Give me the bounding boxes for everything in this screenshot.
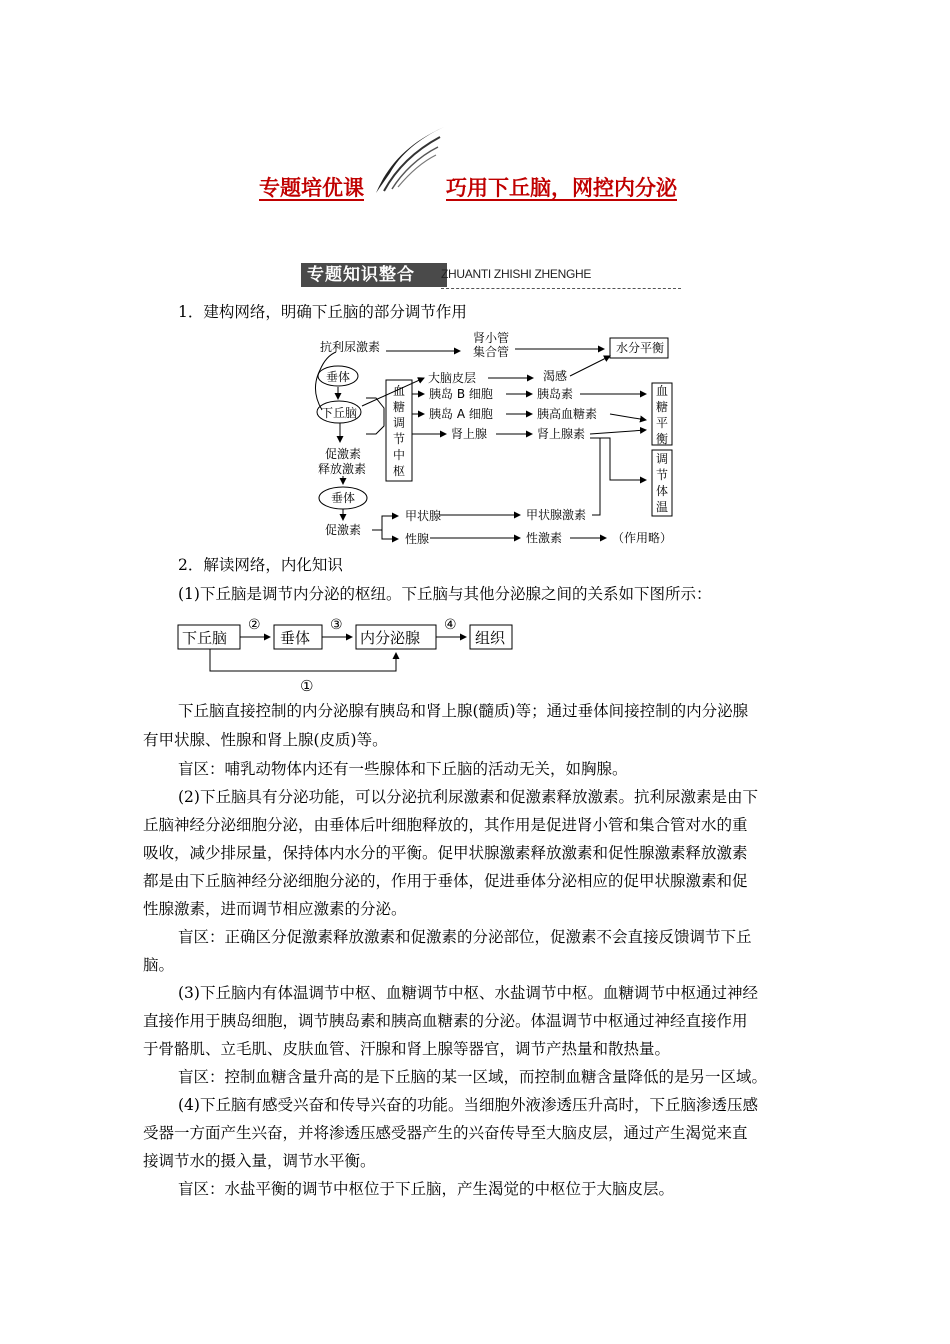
node-omitted: （作用略） [612, 531, 673, 545]
sugar-center-6: 枢 [393, 464, 406, 478]
para-2-line-3: 吸收，减少排尿量，保持体内水分的平衡。促甲状腺激素释放激素和促性腺激素释放激素 [143, 844, 748, 862]
node-releasing-2: 释放激素 [318, 462, 367, 476]
node-hypothalamus: 下丘脑 [321, 406, 358, 420]
para-3-line-1: (3)下丘脑内有体温调节中枢、血糖调节中枢、水盐调节中枢。血糖调节中枢通过神经 [178, 984, 758, 1002]
node-pituitary-top: 垂体 [326, 370, 351, 384]
para-1-line-2: 有甲状腺、性腺和肾上腺(皮质)等。 [143, 731, 388, 749]
blind-spot-3: 盲区：控制血糖含量升高的是下丘脑的某一区域，而控制血糖含量降低的是另一区域。 [178, 1068, 768, 1086]
chain-num-1: ① [300, 677, 314, 695]
node-thyroxine: 甲状腺激素 [526, 508, 587, 522]
node-water-balance: 水分平衡 [616, 341, 665, 355]
para-2-line-4: 都是由下丘脑神经分泌细胞分泌的，作用于垂体，促进垂体分泌相应的促甲状腺激素和促 [143, 872, 748, 890]
regulation-network-diagram [300, 330, 690, 550]
node-pituitary-bottom: 垂体 [331, 491, 356, 505]
node-sex-hormone: 性激素 [526, 531, 563, 545]
sugar-balance-2: 糖 [656, 400, 669, 414]
node-beta-cell: 胰岛 B 细胞 [429, 387, 493, 401]
node-insulin: 胰岛素 [537, 387, 574, 401]
node-thirst: 渴感 [543, 369, 568, 383]
page-title [0, 172, 950, 212]
blind-spot-2-line-2: 脑。 [143, 956, 175, 974]
chain-box-pituitary: 垂体 [280, 629, 311, 647]
node-adh: 抗利尿激素 [320, 340, 381, 354]
para-1-intro: (1)下丘脑是调节内分泌的枢纽。下丘脑与其他分泌腺之间的关系如下图所示： [178, 585, 712, 603]
node-glucagon: 胰高血糖素 [537, 407, 598, 421]
sugar-center-1: 血 [393, 384, 406, 398]
para-4-line-1: (4)下丘脑有感受兴奋和传导兴奋的功能。当细胞外液渗透压升高时，下丘脑渗透压感 [178, 1096, 758, 1114]
para-3-line-3: 于骨骼肌、立毛肌、皮肤血管、汗腺和肾上腺等器官，调节产热量和散热量。 [143, 1040, 671, 1058]
sugar-balance-1: 血 [656, 384, 669, 398]
chain-box-tissue: 组织 [475, 629, 506, 647]
temp-regulation-3: 体 [656, 484, 669, 498]
temp-regulation-4: 温 [656, 500, 669, 514]
node-alpha-cell: 胰岛 A 细胞 [429, 407, 493, 421]
sugar-center-3: 调 [393, 416, 406, 430]
hypothalamus-chain-diagram [170, 613, 520, 695]
para-4-line-3: 接调节水的摄入量，调节水平衡。 [143, 1152, 376, 1170]
node-kidney-2: 集合管 [473, 345, 510, 359]
temp-regulation-2: 节 [656, 468, 669, 482]
node-cortex: 大脑皮层 [428, 371, 477, 385]
node-adrenal: 肾上腺 [451, 427, 488, 441]
section-banner-rule [441, 288, 681, 289]
chain-num-3: ③ [330, 617, 343, 633]
section-banner-pinyin: ZHUANTI ZHISHI ZHENGHE [441, 267, 592, 281]
para-2-line-2: 丘脑神经分泌细胞分泌，由垂体后叶细胞释放的，其作用是促进肾小管和集合管对水的重 [143, 816, 748, 834]
title-right: 巧用下丘脑，网控内分泌 [446, 176, 677, 200]
title-left: 专题培优课 [259, 176, 364, 200]
para-4-line-2: 受器一方面产生兴奋，并将渗透压感受器产生的兴奋传导至大脑皮层，通过产生渴觉来直 [143, 1124, 748, 1142]
sugar-center-4: 节 [393, 432, 406, 446]
node-gonad: 性腺 [405, 532, 430, 546]
temp-regulation-1: 调 [656, 452, 669, 466]
para-3-line-2: 直接作用于胰岛细胞，调节胰岛素和胰高血糖素的分泌。体温调节中枢通过神经直接作用 [143, 1012, 748, 1030]
heading-2: 2．解读网络，内化知识 [178, 556, 343, 574]
node-tropic: 促激素 [325, 523, 362, 537]
para-2-line-1: (2)下丘脑具有分泌功能，可以分泌抗利尿激素和促激素释放激素。抗利尿激素是由下 [178, 788, 758, 806]
node-releasing-1: 促激素 [325, 447, 362, 461]
blind-spot-2-line-1: 盲区：正确区分促激素释放激素和促激素的分泌部位，促激素不会直接反馈调节下丘 [178, 928, 752, 946]
section-banner-label: 专题知识整合 [301, 263, 447, 287]
sugar-center-5: 中 [393, 448, 406, 462]
node-kidney-1: 肾小管 [473, 331, 510, 345]
chain-box-hypothalamus: 下丘脑 [182, 629, 228, 647]
sugar-center-2: 糖 [393, 400, 406, 414]
chain-box-gland: 内分泌腺 [360, 629, 421, 647]
heading-1: 1．建构网络，明确下丘脑的部分调节作用 [178, 303, 467, 321]
node-adrenaline: 肾上腺素 [537, 427, 586, 441]
para-2-line-5: 性腺激素，进而调节相应激素的分泌。 [143, 900, 407, 918]
blind-spot-4: 盲区：水盐平衡的调节中枢位于下丘脑，产生渴觉的中枢位于大脑皮层。 [178, 1180, 675, 1198]
node-thyroid: 甲状腺 [405, 509, 442, 523]
blind-spot-1: 盲区：哺乳动物体内还有一些腺体和下丘脑的活动无关，如胸腺。 [178, 760, 628, 778]
sugar-balance-4: 衡 [656, 432, 669, 446]
chain-num-4: ④ [444, 617, 457, 633]
sugar-balance-3: 平 [656, 416, 669, 430]
chain-num-2: ② [248, 617, 261, 633]
para-1-line-1: 下丘脑直接控制的内分泌腺有胰岛和肾上腺(髓质)等；通过垂体间接控制的内分泌腺 [178, 702, 749, 720]
